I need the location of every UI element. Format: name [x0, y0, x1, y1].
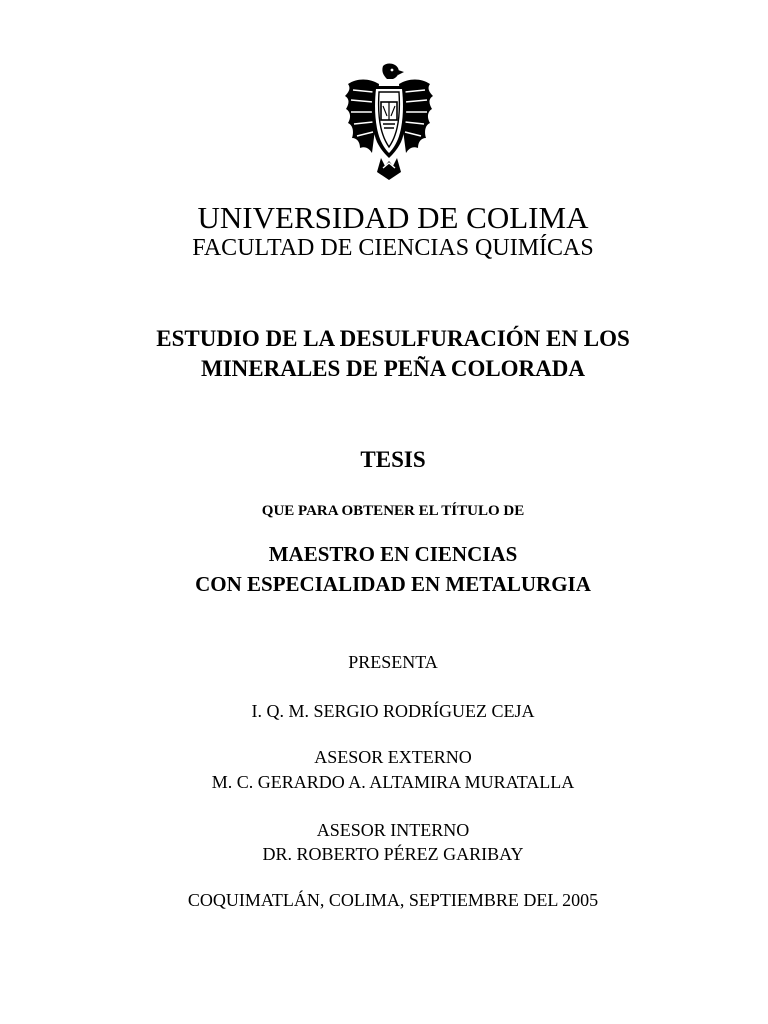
thesis-title-line-2: MINERALES DE PEÑA COLORADA — [200, 356, 585, 381]
author-name: I. Q. M. SERGIO RODRÍGUEZ CEJA — [251, 701, 535, 721]
place-and-date: COQUIMATLÁN, COLIMA, SEPTIEMBRE DEL 2005 — [187, 890, 599, 910]
university-crest-icon — [343, 62, 435, 182]
university-name: UNIVERSIDAD DE COLIMA — [197, 200, 589, 235]
internal-advisor-name: DR. ROBERTO PÉREZ GARIBAY — [262, 844, 524, 864]
degree-purpose: QUE PARA OBTENER EL TÍTULO DE — [261, 503, 525, 519]
external-advisor-name: M. C. GERARDO A. ALTAMIRA MURATALLA — [211, 772, 575, 792]
presenta-label: PRESENTA — [348, 652, 438, 672]
internal-advisor-label: ASESOR INTERNO — [316, 820, 470, 840]
degree-line-2: CON ESPECIALIDAD EN METALURGIA — [195, 572, 591, 596]
thesis-title-line-1: ESTUDIO DE LA DESULFURACIÓN EN LOS — [156, 326, 630, 351]
faculty-name: FACULTAD DE CIENCIAS QUIMÍCAS — [192, 235, 594, 261]
degree-line-1: MAESTRO EN CIENCIAS — [268, 542, 518, 566]
tesis-label: TESIS — [360, 447, 426, 472]
external-advisor-label: ASESOR EXTERNO — [314, 747, 472, 767]
